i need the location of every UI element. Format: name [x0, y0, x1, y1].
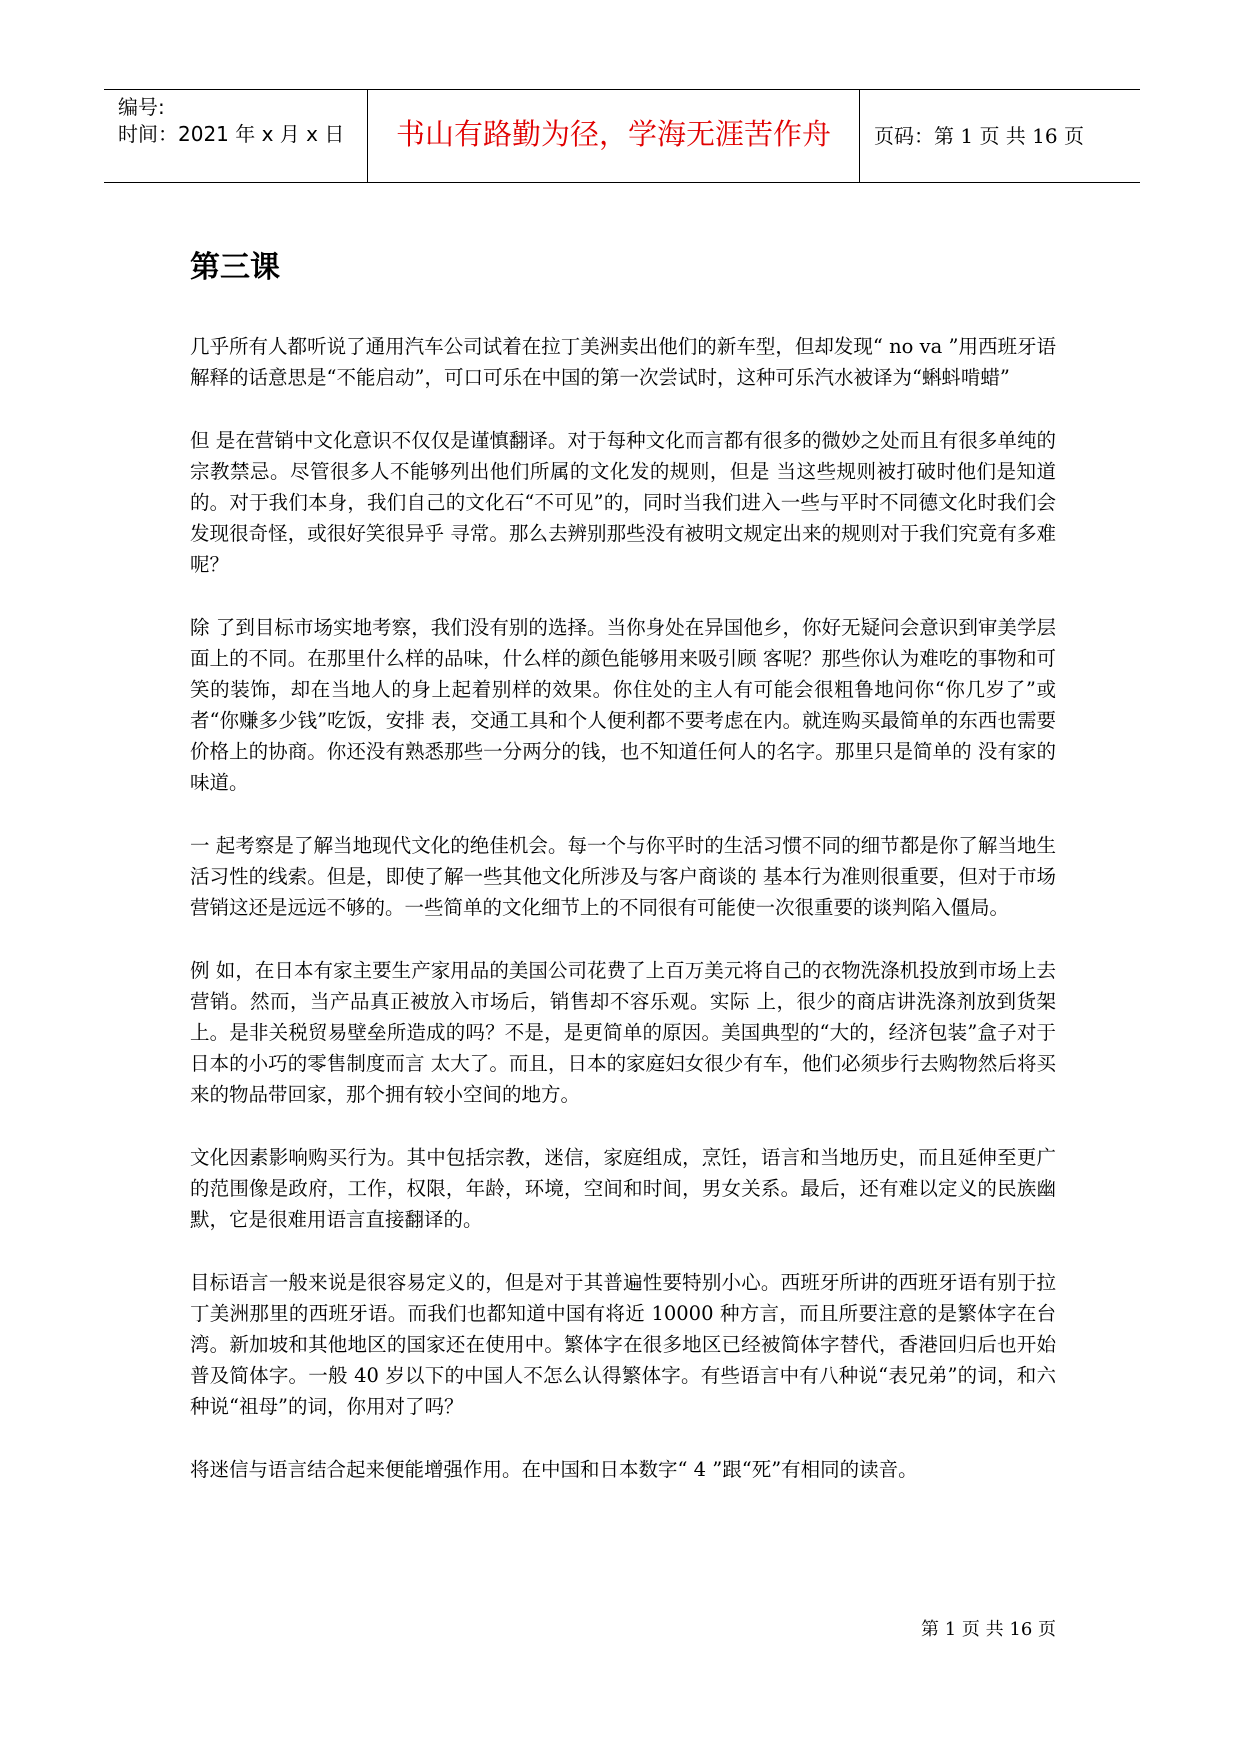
- paragraph-6: 文化因素影响购买行为。其中包括宗教，迷信，家庭组成，烹饪，语言和当地历史，而且延伸至更广的范围像是政府，工作，权限，年龄，环境，空间和时间，男女关系。最后，还有难以定义的民族幽默，它是很难用语言直接翻译的。: [190, 1146, 1056, 1231]
- page-footer: 第 1 页 共 16 页: [921, 1619, 1056, 1640]
- document-time: 时间：2021 年 x 月 x 日: [118, 122, 345, 146]
- page-header: [104, 89, 1140, 183]
- header-motto: 书山有路勤为径，学海无涯苦作舟: [395, 117, 831, 151]
- paragraph-4: 一 起考察是了解当地现代文化的绝佳机会。每一个与你平时的生活习惯不同的细节都是你了解当地生活习性的线索。但是，即使了解一些其他文化所涉及与客户商谈的 基本行为准则很重要，但对于市场营销这还是远远不够的。一些简单的文化细节上的不同很有可能使一次很重要的谈判陷入僵局。: [190, 834, 1056, 919]
- paragraph-5: 例 如，在日本有家主要生产家用品的美国公司花费了上百万美元将自己的衣物洗涤机投放到市场上去营销。然而，当产品真正被放入市场后，销售却不容乐观。实际 上，很少的商店讲洗涤剂放到货架上。是非关税贸易壁垒所造成的吗？不是，是更简单的原因。美国典型的“大的，经济包装”盒子对于日本的小巧的零售制度而言 太大了。而且，日本的家庭妇女很少有车，他们必须步行去购物然后将买来的物品带回家，那个拥有较小空间的地方。: [190, 959, 1056, 1106]
- header-meta: [118, 94, 358, 148]
- document-body: [190, 331, 1056, 1517]
- paragraph-7: 目标语言一般来说是很容易定义的，但是对于其普遍性要特别小心。西班牙所讲的西班牙语有别于拉丁美洲那里的西班牙语。而我们也都知道中国有将近 10000 种方言，而且所要注意的是繁体字在台湾。新加坡和其他地区的国家还在使用中。繁体字在很多地区已经被简体字替代，香港回归后也开始普及简体字。一般 40 岁以下的中国人不怎么认得繁体字。有些语言中有八种说“表兄弟”的词，和六种说“祖母”的词，你用对了吗？: [190, 1271, 1056, 1418]
- page-title: 第三课: [190, 250, 280, 285]
- header-page-code: 页码：第 1 页 共 16 页: [874, 124, 1084, 148]
- header-divider-right: [859, 90, 860, 182]
- paragraph-2: 但 是在营销中文化意识不仅仅是谨慎翻译。对于每种文化而言都有很多的微妙之处而且有很多单纯的宗教禁忌。尽管很多人不能够列出他们所属的文化发的规则，但是 当这些规则被打破时他们是知道的。对于我们本身，我们自己的文化石“不可见”的，同时当我们进入一些与平时不同德文化时我们会发现很奇怪，或很好笑很异乎 寻常。那么去辨别那些没有被明文规定出来的规则对于我们究竟有多难呢？: [190, 429, 1056, 576]
- paragraph-8: 将迷信与语言结合起来便能增强作用。在中国和日本数字“ 4 ”跟“死”有相同的读音。: [190, 1458, 918, 1481]
- document-number-label: 编号:: [118, 95, 165, 119]
- paragraph-1: 几乎所有人都听说了通用汽车公司试着在拉丁美洲卖出他们的新车型，但却发现“ no va ”用西班牙语解释的话意思是“不能启动”，可口可乐在中国的第一次尝试时，这种可乐汽水被译为“蝌蚪啃蜡”: [190, 335, 1056, 389]
- paragraph-3: 除 了到目标市场实地考察，我们没有别的选择。当你身处在异国他乡，你好无疑问会意识到审美学层面上的不同。在那里什么样的品味，什么样的颜色能够用来吸引顾 客呢？那些你认为难吃的事物和可笑的装饰，却在当地人的身上起着别样的效果。你住处的主人有可能会很粗鲁地问你“你几岁了”或者“你赚多少钱”吃饭，安排 表，交通工具和个人便利都不要考虑在内。就连购买最简单的东西也需要价格上的协商。你还没有熟悉那些一分两分的钱，也不知道任何人的名字。那里只是简单的 没有家的味道。: [190, 616, 1056, 794]
